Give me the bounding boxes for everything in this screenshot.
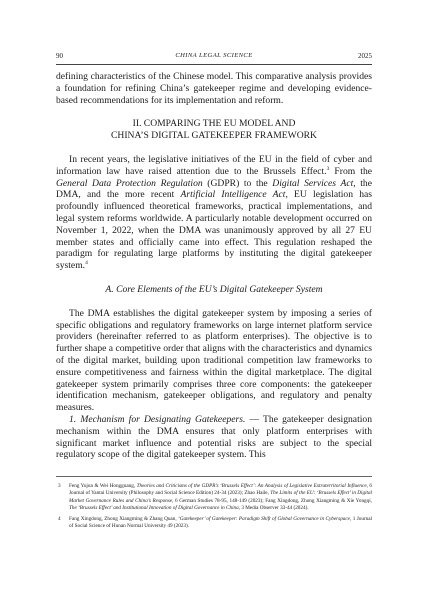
header-rule	[56, 64, 372, 65]
footnote-3	[56, 483, 372, 512]
section-heading-line-2: CHINA’S DIGITAL GATEKEEPER FRAMEWORK	[111, 130, 317, 142]
italic-title-aia: Artificial Intelligence Act	[180, 189, 286, 201]
footnote-text: , 3 Media Observer 33-44 (2024).	[238, 504, 309, 511]
italic-title-dsa: Digital Services Act	[272, 177, 354, 189]
italic-title-gdpr: General Data Protection Regulation	[56, 177, 203, 189]
footnote-italic-title: The ‘Brussels Effect’ and Institutional Innovation of Digital Governance in China	[69, 504, 239, 511]
footnote-italic-title: ‘Gatekeeper’ of Gatekeeper: Paradigm Shift of Global Governance in Cyberspace	[178, 516, 350, 523]
section-heading	[56, 118, 372, 142]
footnote-italic-title: The Limits of the EU: ‘Brussels Effect’ in Digital Market Governance Rules and China’s Response	[69, 490, 372, 504]
footnote-number: 4	[58, 516, 61, 523]
footnote-text: , 1 Journal of Social Science of Hunan Normal University 49 (2023).	[69, 516, 372, 530]
footnote-ref-3[interactable]: 3	[326, 165, 330, 172]
footnote-italic-title: Theories and Criticisms of the GDPR’s ‘Brussels Effect’: An Analysis of Legislative Extraterritorial Influence	[136, 483, 367, 489]
footnote-text: Fang Xingdong, Zhong Xiangming & Zhang Quan,	[69, 516, 179, 523]
page	[56, 0, 372, 594]
footnote-ref-4[interactable]: 4	[85, 259, 88, 266]
header-year: 2025	[358, 52, 372, 60]
journal-title: CHINA LEGAL SCIENCE	[175, 52, 253, 59]
paragraph-designation	[56, 414, 372, 461]
section-heading-line-1: II. COMPARING THE EU MODEL AND	[132, 118, 296, 130]
paragraph-dma-core: The DMA establishes the digital gatekeeper system by imposing a series of specific obligations and regulatory frameworks on large internet platform service providers (hereinafter referred to as platform enterprises). The objective is to further shape a competitive order that aligns with the characteristics and dynamics of the digital market, building upon traditional competition law frameworks to ensure competitiveness and fairness within the digital marketplace. The digital gatekeeper system primarily comprises three core components: the gatekeeper identification mechanism, gatekeeper obligations, and regulatory and penalty measures.	[56, 307, 372, 414]
text-run: — The gatekeeper designation mechanism within the DMA ensures that only platform enterprises with significant market influence and potential risks are subject to the special regulatory scope of the digital gatekeeper system. This	[56, 413, 372, 461]
text-run: , the DMA, and the more recent	[56, 177, 372, 201]
body-text	[56, 71, 372, 461]
footnote-text: , 6 German Studies 78-95, 148-149 (2023); Fang Xingdong, Zhong Xiangming & Xie Yongqi,	[172, 497, 372, 504]
paragraph-intro-continuation: defining characteristics of the Chinese model. This comparative analysis provides a foundation for refining China’s gatekeeper regime and developing evidence-based recommendations for its implementation and reform.	[56, 71, 372, 106]
footnote-text: Feng Yujun & Wei Hongguang,	[69, 483, 137, 489]
page-number: 90	[56, 52, 63, 60]
text-run: , EU legislation has profoundly influenced theoretical frameworks, practical implementations, and legal system reforms worldwide. A particularly notable development occurred on November 1, 2022, when the DMA was unanimously approved by all 27 EU member states and officially came into effect. This regulation reshaped the paradigm for regulating large platforms by instituting the digital gatekeeper system.	[56, 189, 372, 272]
footnote-number: 3	[58, 483, 61, 489]
text-run: From the	[329, 165, 372, 177]
footnotes	[56, 483, 372, 535]
running-header	[56, 50, 372, 62]
subsection-heading: A. Core Elements of the EU’s Digital Gatekeeper System	[105, 283, 323, 295]
designation-lead: 1. Mechanism for Designating Gatekeepers.	[69, 413, 246, 425]
paragraph-brussels-effect	[56, 154, 372, 272]
footnote-text: , 6 Journal of Yantai University (Philosophy and Social Science Edition) 24-34 (2023); Zhao Haile,	[69, 483, 373, 497]
footnote-rule	[56, 476, 372, 477]
footnote-4	[56, 516, 372, 531]
text-run: In recent years, the legislative initiatives of the EU in the field of cyber and information law have raised attention due to the Brussels Effect.	[56, 153, 372, 177]
text-run: (GDPR) to the	[202, 177, 273, 189]
